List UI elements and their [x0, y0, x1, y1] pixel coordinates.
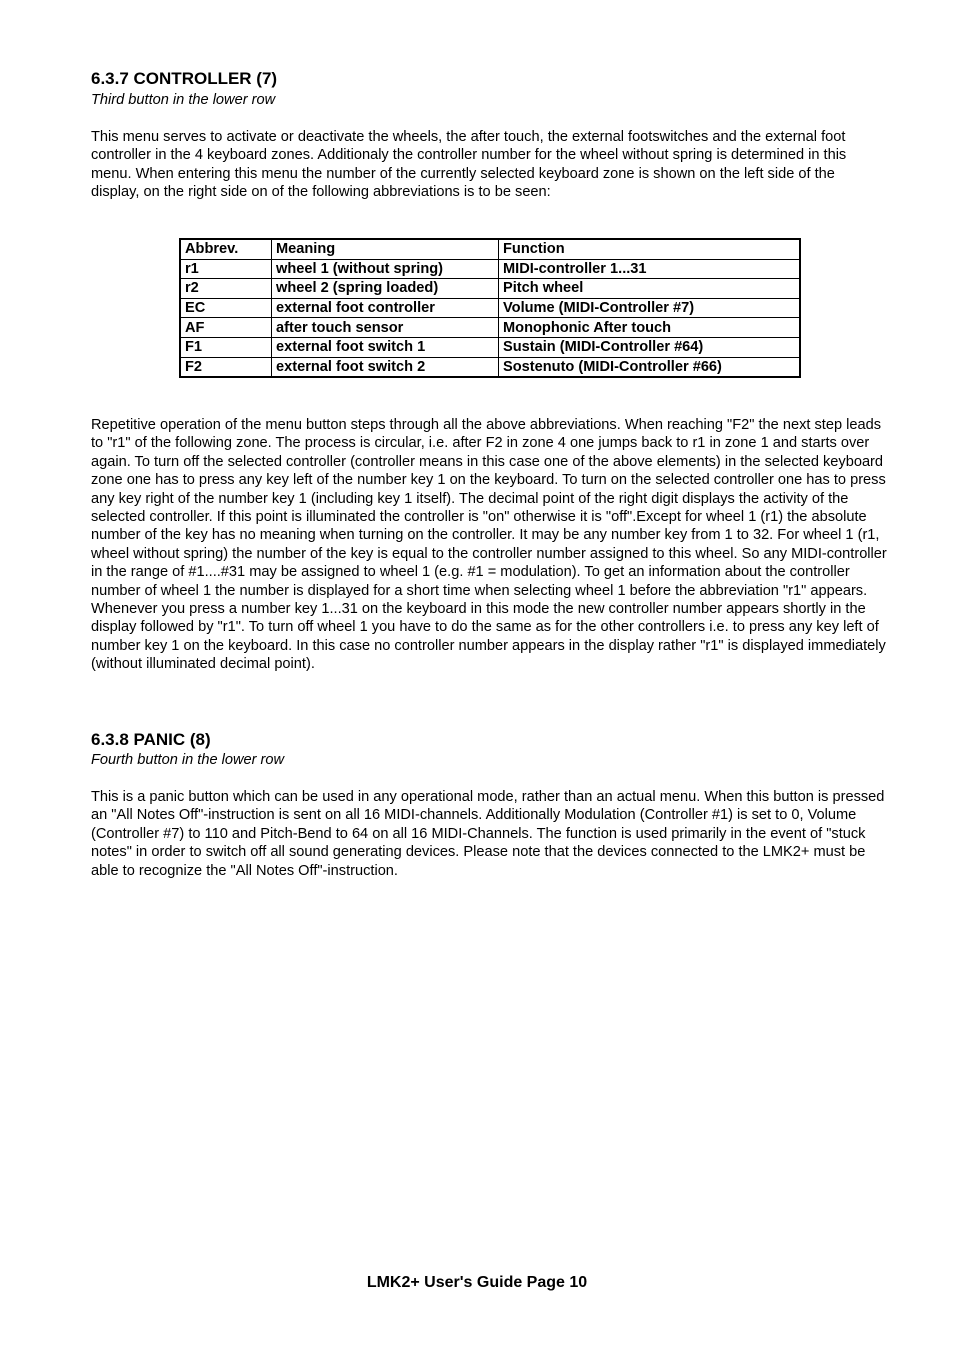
- table-row: [180, 259, 800, 279]
- table-row: [180, 298, 800, 318]
- table-cell: external foot switch 2: [272, 357, 499, 377]
- section-heading-panic: 6.3.8 PANIC (8): [91, 730, 211, 749]
- panic-body-paragraph: This is a panic button which can be used in any operational mode, rather than an actual menu. When this button is pressed an "All Notes Off"-instruction is sent on all 16 MIDI-channels. Additionally Modulation (Controller #1) is set to 0, Volume (Controller #7) to 110 and Pitch-Bend to 64 on all 16 MIDI-Channels. The function is used primarily in the event of "stuck notes" in order to switch off all sound generating devices. Please note that the devices connected to the LMK2+ must be able to recognize the "All Notes Off"-instruction.: [91, 789, 885, 879]
- table-header-cell: Abbrev.: [180, 239, 272, 259]
- table-header-row: [180, 239, 800, 259]
- controller-intro-paragraph: This menu serves to activate or deactivate the wheels, the after touch, the external footswitches and the external foot controller in the 4 keyboard zones. Additionaly the controller number for the wheel without spring is determined in this menu. When entering this menu the number of the currently selected keyboard zone is shown on the left side of the display, on the right side on of the following abbreviations is to be seen:: [91, 129, 847, 201]
- table-row: [180, 337, 800, 357]
- section-subheading-panic: Fourth button in the lower row: [91, 752, 285, 768]
- table-cell: Pitch wheel: [499, 279, 801, 299]
- table-row: [180, 357, 800, 377]
- section-heading-controller: 6.3.7 CONTROLLER (7): [91, 69, 278, 88]
- table-cell: EC: [180, 298, 272, 318]
- table-cell: F2: [180, 357, 272, 377]
- table-cell: r2: [180, 279, 272, 299]
- table-cell: Sustain (MIDI-Controller #64): [499, 337, 801, 357]
- table-cell: F1: [180, 337, 272, 357]
- table-cell: external foot switch 1: [272, 337, 499, 357]
- table-cell: AF: [180, 318, 272, 338]
- table-cell: MIDI-controller 1...31: [499, 259, 801, 279]
- controller-body-paragraph: Repetitive operation of the menu button steps through all the above abbreviations. When reaching "F2" the next step leads to "r1" of the following zone. The process is circular, i.e. after F2 in zone 4 one jumps back to r1 in zone 1 and starts over again. To turn off the selected controller (controller means in this case one of the above elements) in the selected keyboard zone one has to press any key left of the number key 1 on the keyboard. To turn on the selected controller one has to press any key right of the number key 1 (including key 1 itself). The decimal point of the right digit displays the activity of the selected controller. If this point is illuminated the controller is "on" otherwise it is "off".Except for wheel 1 (r1) the absolute number of the key has no meaning when turning on the controller. It may be any number key from 1 to 32. For wheel 1 (r1, wheel without spring) the number of the key is equal to the controller number assigned to this wheel. So any MIDI-controller in the range of #1....#31 may be assigned to wheel 1 (e.g. #1 = modulation). To get an information about the controller number of wheel 1 the number is displayed for a short time when selecting wheel 1 before the abbreviation "r1" appears. Whenever you press a number key 1...31 on the keyboard in this mode the new controller number appears shortly in the display followed by "r1". To turn off wheel 1 you have to do the same as for the other controllers i.e. to press any key left of number key 1 on the keyboard. In this case no controller number appears in the display rather "r1" is displayed immediately (without illuminated decimal point).: [91, 417, 887, 673]
- table-cell: wheel 2 (spring loaded): [272, 279, 499, 299]
- table-cell: Sostenuto (MIDI-Controller #66): [499, 357, 801, 377]
- table-cell: Volume (MIDI-Controller #7): [499, 298, 801, 318]
- table-row: [180, 279, 800, 299]
- table-row: [180, 318, 800, 338]
- page-footer: LMK2+ User's Guide Page 10: [366, 1274, 588, 1291]
- table-header-cell: Function: [499, 239, 801, 259]
- table-cell: external foot controller: [272, 298, 499, 318]
- table-cell: Monophonic After touch: [499, 318, 801, 338]
- table-cell: after touch sensor: [272, 318, 499, 338]
- table-cell: wheel 1 (without spring): [272, 259, 499, 279]
- table-cell: r1: [180, 259, 272, 279]
- section-subheading-controller: Third button in the lower row: [91, 92, 276, 108]
- table-header-cell: Meaning: [272, 239, 499, 259]
- abbreviation-table: [179, 238, 801, 378]
